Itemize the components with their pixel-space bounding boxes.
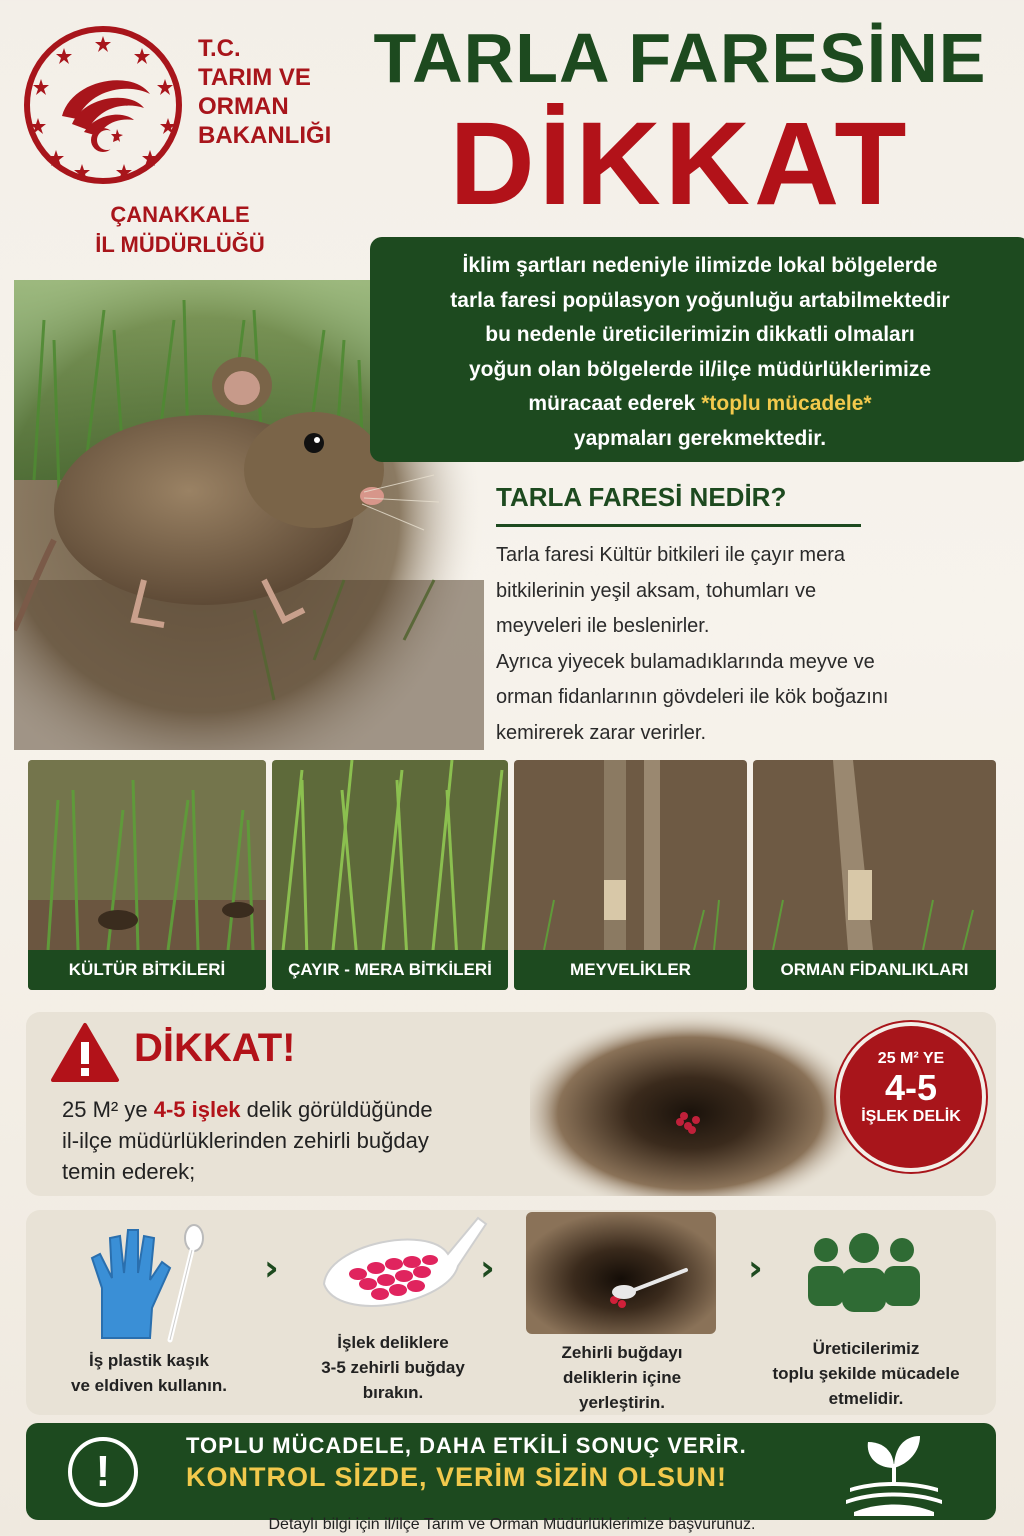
footer-note: Detaylı bilgi için il/ilçe Tarım ve Orman Müdürlüklerimize başvurunuz. (268, 1516, 756, 1533)
step-4-line-3: etmelidir. (828, 1389, 904, 1408)
photo-orchards (514, 760, 747, 990)
badge-line-2: 4-5 (884, 1067, 938, 1108)
page-title-line-1: TARLA FARESİNE (373, 19, 987, 97)
intro-line-6: yapmaları gerekmektedir. (573, 426, 827, 450)
directorate-name (60, 200, 300, 260)
page-title-line-2: DİKKAT (449, 98, 911, 230)
badge-line-1: 25 M² YE (877, 1050, 945, 1067)
warning-body (62, 1094, 532, 1187)
intro-line-5-text: müracaat ederek (528, 392, 702, 415)
badge-line-3: İŞLEK DELİK (861, 1108, 961, 1125)
step-4-line-2: toplu şekilde mücadele (772, 1364, 960, 1383)
slogan-line-2: KONTROL SİZDE, VERİM SİZİN OLSUN! (186, 1462, 728, 1492)
slogan-line-1: TOPLU MÜCADELE, DAHA ETKİLİ SONUÇ VERİR. (186, 1433, 747, 1458)
step-2-line-3: bırakın. (362, 1383, 424, 1402)
photo-caption-4: ORMAN FİDANLIKLARI (753, 950, 996, 990)
warning-hole-count: 4-5 işlek (153, 1097, 241, 1122)
wheat-bowl-icon (318, 1214, 488, 1324)
step-2-line-1: İşlek deliklere (337, 1333, 449, 1352)
directorate-line-2: İL MÜDÜRLÜĞÜ (95, 232, 265, 257)
step-2-text (288, 1330, 498, 1405)
what-is-line-3: meyveleri ile beslenirler. (496, 615, 710, 637)
group-people-icon (804, 1232, 924, 1312)
what-is-line-4: Ayrıca yiyecek bulamadıklarında meyve ve (496, 650, 875, 673)
ministry-line-2: TARIM VE (198, 64, 311, 91)
steps-panel (26, 1210, 996, 1415)
ministry-name (198, 34, 358, 150)
step-3-line-3: yerleştirin. (579, 1393, 665, 1412)
warning-title: DİKKAT! (134, 1026, 296, 1070)
intro-line-2: tarla faresi popülasyon yoğunluğu artabilmektedir (450, 288, 950, 312)
photo-forest-nurseries (753, 760, 996, 990)
photo-caption-3: MEYVELİKLER (514, 950, 747, 990)
intro-line-3: bu nedenle üreticilerimizin dikkatli olmaları (485, 323, 915, 346)
what-is-line-2: bitkilerinin yeşil aksam, tohumları ve (496, 579, 817, 602)
ministry-line-3: ORMAN (198, 93, 289, 120)
burrow-image (530, 1012, 850, 1196)
sprout-field-icon (846, 1428, 942, 1516)
section-title-what-is: TARLA FARESİ NEDİR? (496, 482, 787, 512)
crop-photo-strip (28, 760, 996, 990)
step-3-line-2: deliklerin içine (562, 1368, 682, 1387)
warning-line-2: il-ilçe müdürlüklerinden zehirli buğday (62, 1128, 429, 1153)
exclamation-icon: ! (68, 1437, 138, 1507)
arrow-icon-3: › (748, 1248, 763, 1289)
warning-triangle-icon (50, 1022, 120, 1084)
step-2-line-2: 3-5 zehirli buğday (321, 1358, 465, 1377)
photo-caption-1: KÜLTÜR BİTKİLERİ (28, 950, 266, 990)
intro-line-5 (390, 387, 1010, 422)
step-3-line-1: Zehirli buğdayı (561, 1343, 683, 1362)
what-is-line-1: Tarla faresi Kültür bitkileri ile çayır mera (496, 544, 845, 566)
step-1-line-2: ve eldiven kullanın. (71, 1376, 227, 1395)
directorate-line-1: ÇANAKKALE (110, 202, 250, 227)
burrow-icon (526, 1212, 716, 1334)
section-body-what-is (496, 538, 996, 751)
arrow-icon-1: › (264, 1248, 279, 1289)
section-divider (496, 524, 861, 527)
warning-line-1-a: 25 M² ye (62, 1097, 154, 1122)
photo-caption-2: ÇAYIR - MERA BİTKİLERİ (272, 950, 508, 990)
photo-meadow-plants (272, 760, 508, 990)
step-1-text (54, 1348, 244, 1398)
warning-line-3: temin ederek; (62, 1159, 196, 1184)
warning-line-1-c: delik görüldüğünde (240, 1097, 433, 1122)
intro-line-1: İklim şartları nedeniyle ilimizde lokal bölgelerde (462, 254, 938, 277)
warning-line-1 (62, 1094, 532, 1125)
intro-highlight: *toplu mücadele* (701, 392, 872, 415)
arrow-icon-2: › (480, 1248, 495, 1289)
step-4-text (760, 1336, 972, 1411)
ministry-line-4: BAKANLIĞI (198, 122, 332, 149)
intro-line-4: yoğun olan bölgelerde il/ilçe müdürlüklerimize (468, 357, 932, 381)
photo-culture-crops (28, 760, 266, 990)
intro-message (370, 237, 1024, 462)
glove-icon (82, 1218, 212, 1348)
step-3-text (522, 1340, 722, 1415)
step-1-line-1: İş plastik kaşık (88, 1351, 210, 1370)
step-4-line-1: Üreticilerimiz (812, 1339, 920, 1358)
ministry-line-1: T.C. (198, 35, 241, 62)
what-is-line-6: kemirerek zarar verirler. (496, 721, 707, 744)
what-is-line-5: orman fidanlarının gövdeleri ile kök boğazını (496, 686, 889, 708)
hole-count-badge (836, 1022, 986, 1172)
ministry-logo-icon (22, 24, 184, 186)
